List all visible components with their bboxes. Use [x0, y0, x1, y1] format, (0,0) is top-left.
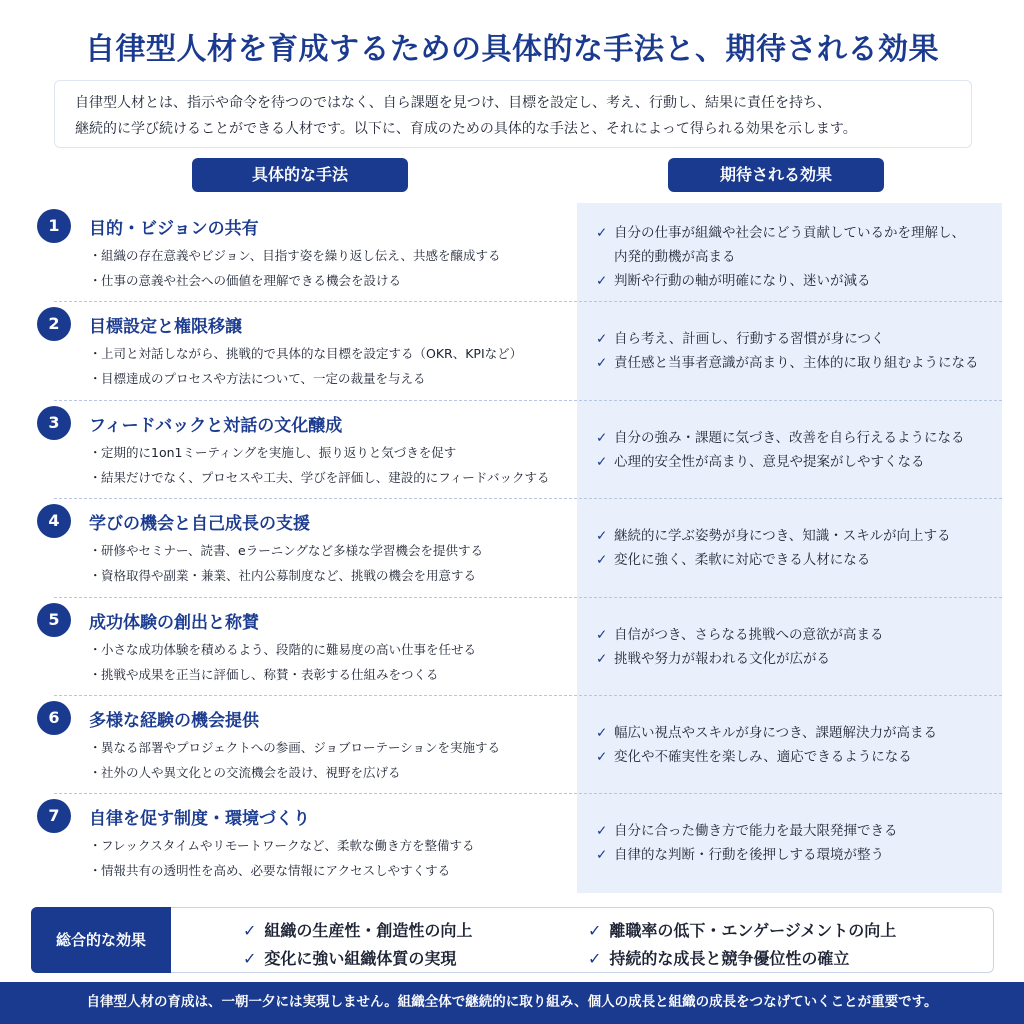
method-bullet	[89, 833, 569, 858]
intro-line-1: 自律型人材とは、指示や命令を待つのではなく、自ら課題を見つけ、目標を設定し、考え、行動し、結果に責任を持ち、	[75, 95, 831, 111]
effects-list	[596, 819, 996, 867]
method-title: 多様な経験の機会提供	[89, 711, 259, 731]
method-bullet	[89, 243, 569, 268]
effects-list	[596, 524, 996, 572]
method-bullet-text: 小さな成功体験を積めるよう、段階的に難易度の高い仕事を任せる	[101, 641, 477, 657]
method-bullet-text: 目標達成のプロセスや方法について、一定の裁量を与える	[101, 371, 426, 387]
method-row	[0, 699, 1024, 797]
effect-text: 心理的安全性が高まり、意見や提案がしやすくなる	[614, 453, 925, 470]
step-number-badge: 5	[37, 603, 71, 637]
effects-list	[596, 623, 996, 671]
check-icon: ✓	[596, 453, 608, 470]
step-number-badge: 6	[37, 701, 71, 735]
method-title: 目的・ビジョンの共有	[89, 219, 259, 239]
effect-text: 自分の仕事が組織や社会にどう貢献しているかを理解し、	[614, 225, 965, 241]
effect-item	[596, 647, 996, 671]
method-bullet	[89, 662, 569, 687]
check-icon: ✓	[596, 273, 608, 289]
check-icon: ✓	[596, 823, 608, 840]
intro-line-2: 継続的に学び続けることができる人材です。以下に、育成のための具体的な手法と、それによって得られる効果を示します。	[75, 121, 857, 137]
effect-text: 判断や行動の軸が明確になり、迷いが減る	[614, 273, 871, 289]
summary-item	[243, 946, 456, 969]
effect-item	[596, 245, 996, 269]
method-bullet-text: 社外の人や異文化との交流機会を設け、視野を広げる	[101, 765, 401, 780]
check-icon: ✓	[596, 650, 608, 667]
check-icon: ✓	[596, 626, 608, 643]
check-icon: ✓	[596, 331, 608, 348]
check-icon: ✓	[596, 725, 608, 741]
step-number-badge: 1	[37, 209, 71, 243]
method-title: 学びの機会と自己成長の支援	[89, 514, 310, 535]
effect-text: 自信がつき、さらなる挑戦への意欲が高まる	[614, 626, 884, 643]
row-divider	[54, 301, 1002, 302]
method-bullet-text: 上司と対話しながら、挑戦的で具体的な目標を設定する（OKR、KPIなど）	[101, 346, 523, 362]
bullet-dot-icon: ・	[89, 543, 102, 559]
row-divider	[54, 793, 1002, 794]
check-icon: ✓	[596, 225, 608, 241]
check-icon: ✓	[243, 921, 257, 940]
effect-text: 責任感と当事者意識が高まり、主体的に取り組むようになる	[614, 355, 979, 372]
effect-item	[596, 819, 996, 843]
effect-item	[596, 524, 996, 548]
intro-box	[54, 80, 972, 148]
effect-text: 継続的に学ぶ姿勢が身につき、知識・スキルが向上する	[614, 528, 951, 545]
effect-item	[596, 450, 996, 474]
methods-column-header: 具体的な手法	[192, 158, 408, 192]
method-bullet-text: 結果だけでなく、プロセスや工夫、学びを評価し、建設的にフィードバックする	[101, 469, 550, 485]
method-title: フィードバックと対話の文化醸成	[89, 415, 343, 436]
method-bullet-text: 情報共有の透明性を高め、必要な情報にアクセスしやすくする	[101, 863, 451, 879]
method-title: 成功体験の創出と称賛	[89, 612, 259, 633]
page-title: 自律型人材を育成するための具体的な手法と、期待される効果	[85, 32, 939, 67]
effect-text: 変化や不確実性を楽しみ、適応できるようになる	[614, 749, 912, 765]
bullet-dot-icon: ・	[89, 371, 102, 387]
row-divider	[54, 597, 1002, 598]
footer-banner: 自律型人材の育成は、一朝一夕には実現しません。組織全体で継続的に取り組み、個人の成長と組織の成長をつなげていくことが重要です。	[0, 982, 1024, 1024]
effects-list	[596, 721, 996, 769]
summary-label: 総合的な効果	[31, 907, 171, 973]
effect-text: 自分の強み・課題に気づき、改善を自ら行えるようになる	[614, 429, 965, 446]
method-title: 自律を促す制度・環境づくり	[89, 809, 310, 830]
effect-text: 幅広い視点やスキルが身につき、課題解決力が高まる	[614, 725, 938, 741]
method-row	[0, 502, 1024, 600]
row-divider	[54, 498, 1002, 499]
row-divider	[54, 400, 1002, 401]
effects-list	[596, 426, 996, 474]
method-bullet	[89, 563, 569, 588]
check-icon: ✓	[588, 949, 602, 968]
effect-text: 自分に合った働き方で能力を最大限発揮できる	[614, 823, 898, 840]
method-bullet-text: フレックスタイムやリモートワークなど、柔軟な働き方を整備する	[101, 838, 475, 854]
effects-list	[596, 221, 996, 293]
method-bullet	[89, 637, 569, 662]
method-bullet-text: 研修やセミナー、読書、eラーニングなど多様な学習機会を提供する	[101, 543, 483, 559]
effect-item	[596, 351, 996, 375]
method-bullet	[89, 735, 569, 760]
check-icon: ✓	[596, 749, 608, 765]
bullet-dot-icon: ・	[89, 346, 102, 362]
method-bullet-text: 組織の存在意義やビジョン、目指す姿を繰り返し伝え、共感を醸成する	[101, 248, 501, 263]
summary-item	[588, 946, 849, 969]
effect-text: 内発的動機が高まる	[614, 249, 736, 265]
effect-item	[596, 327, 996, 351]
method-bullet	[89, 440, 569, 465]
method-row	[0, 207, 1024, 305]
bullet-dot-icon: ・	[89, 641, 102, 657]
method-bullet	[89, 366, 569, 391]
check-icon: ✓	[596, 552, 608, 569]
bullet-dot-icon: ・	[89, 568, 102, 584]
bullet-dot-icon: ・	[89, 765, 102, 780]
method-bullet	[89, 538, 569, 563]
bullet-dot-icon: ・	[89, 666, 102, 682]
effect-text: 挑戦や努力が報われる文化が広がる	[614, 650, 830, 667]
check-icon: ✓	[596, 429, 608, 446]
bullet-dot-icon: ・	[89, 740, 102, 755]
method-row	[0, 404, 1024, 502]
summary-item-text: 変化に強い組織体質の実現	[264, 949, 457, 968]
check-icon: ✓	[243, 949, 257, 968]
method-row	[0, 305, 1024, 403]
effect-item	[596, 548, 996, 572]
method-bullet	[89, 465, 569, 490]
method-bullets	[89, 341, 569, 391]
effect-item	[596, 623, 996, 647]
method-title: 目標設定と権限移譲	[89, 317, 242, 338]
summary-item-text: 持続的な成長と競争優位性の確立	[609, 949, 850, 968]
bullet-dot-icon: ・	[89, 838, 102, 854]
effect-text: 変化に強く、柔軟に対応できる人材になる	[614, 552, 871, 569]
method-bullet-text: 仕事の意義や社会への価値を理解できる機会を設ける	[101, 273, 402, 288]
method-bullets	[89, 735, 569, 785]
effect-text: 自律的な判断・行動を後押しする環境が整う	[614, 847, 884, 864]
method-bullets	[89, 538, 569, 588]
method-bullets	[89, 833, 569, 883]
effect-item	[596, 843, 996, 867]
method-bullet	[89, 341, 569, 366]
bullet-dot-icon: ・	[89, 248, 102, 263]
step-number-badge: 7	[37, 799, 71, 833]
method-bullet-text: 定期的に1on1ミーティングを実施し、振り返りと気づきを促す	[101, 444, 457, 460]
effect-text: 自ら考え、計画し、行動する習慣が身につく	[614, 331, 885, 348]
bullet-dot-icon: ・	[89, 469, 102, 485]
method-row	[0, 601, 1024, 699]
check-icon: ✓	[596, 847, 608, 864]
method-bullet	[89, 268, 569, 293]
row-divider	[54, 695, 1002, 696]
check-icon: ✓	[596, 528, 608, 545]
summary-item	[588, 918, 896, 941]
summary-item-text: 組織の生産性・創造性の向上	[264, 921, 473, 940]
method-bullet-text: 挑戦や成果を正当に評価し、称賛・表彰する仕組みをつくる	[101, 666, 439, 682]
bullet-dot-icon: ・	[89, 863, 102, 879]
method-bullet	[89, 760, 569, 785]
check-icon: ✓	[588, 921, 602, 940]
method-bullets	[89, 243, 569, 293]
step-number-badge: 4	[37, 504, 71, 538]
method-bullet-text: 異なる部署やプロジェクトへの参画、ジョブローテーションを実施する	[101, 740, 501, 755]
effect-item	[596, 426, 996, 450]
effect-item	[596, 221, 996, 245]
method-bullet-text: 資格取得や副業・兼業、社内公募制度など、挑戦の機会を用意する	[101, 568, 477, 584]
method-bullets	[89, 637, 569, 687]
effect-item	[596, 721, 996, 745]
effects-column-header: 期待される効果	[668, 158, 884, 192]
method-bullet	[89, 858, 569, 883]
step-number-badge: 3	[37, 406, 71, 440]
summary-item-text: 離職率の低下・エンゲージメントの向上	[609, 921, 897, 940]
summary-item	[243, 918, 472, 941]
bullet-dot-icon: ・	[89, 273, 102, 288]
effect-item	[596, 269, 996, 293]
step-number-badge: 2	[37, 307, 71, 341]
check-icon: ✓	[596, 355, 608, 372]
bullet-dot-icon: ・	[89, 444, 102, 460]
effects-list	[596, 327, 996, 375]
effect-item	[596, 745, 996, 769]
method-row	[0, 797, 1024, 895]
method-bullets	[89, 440, 569, 490]
